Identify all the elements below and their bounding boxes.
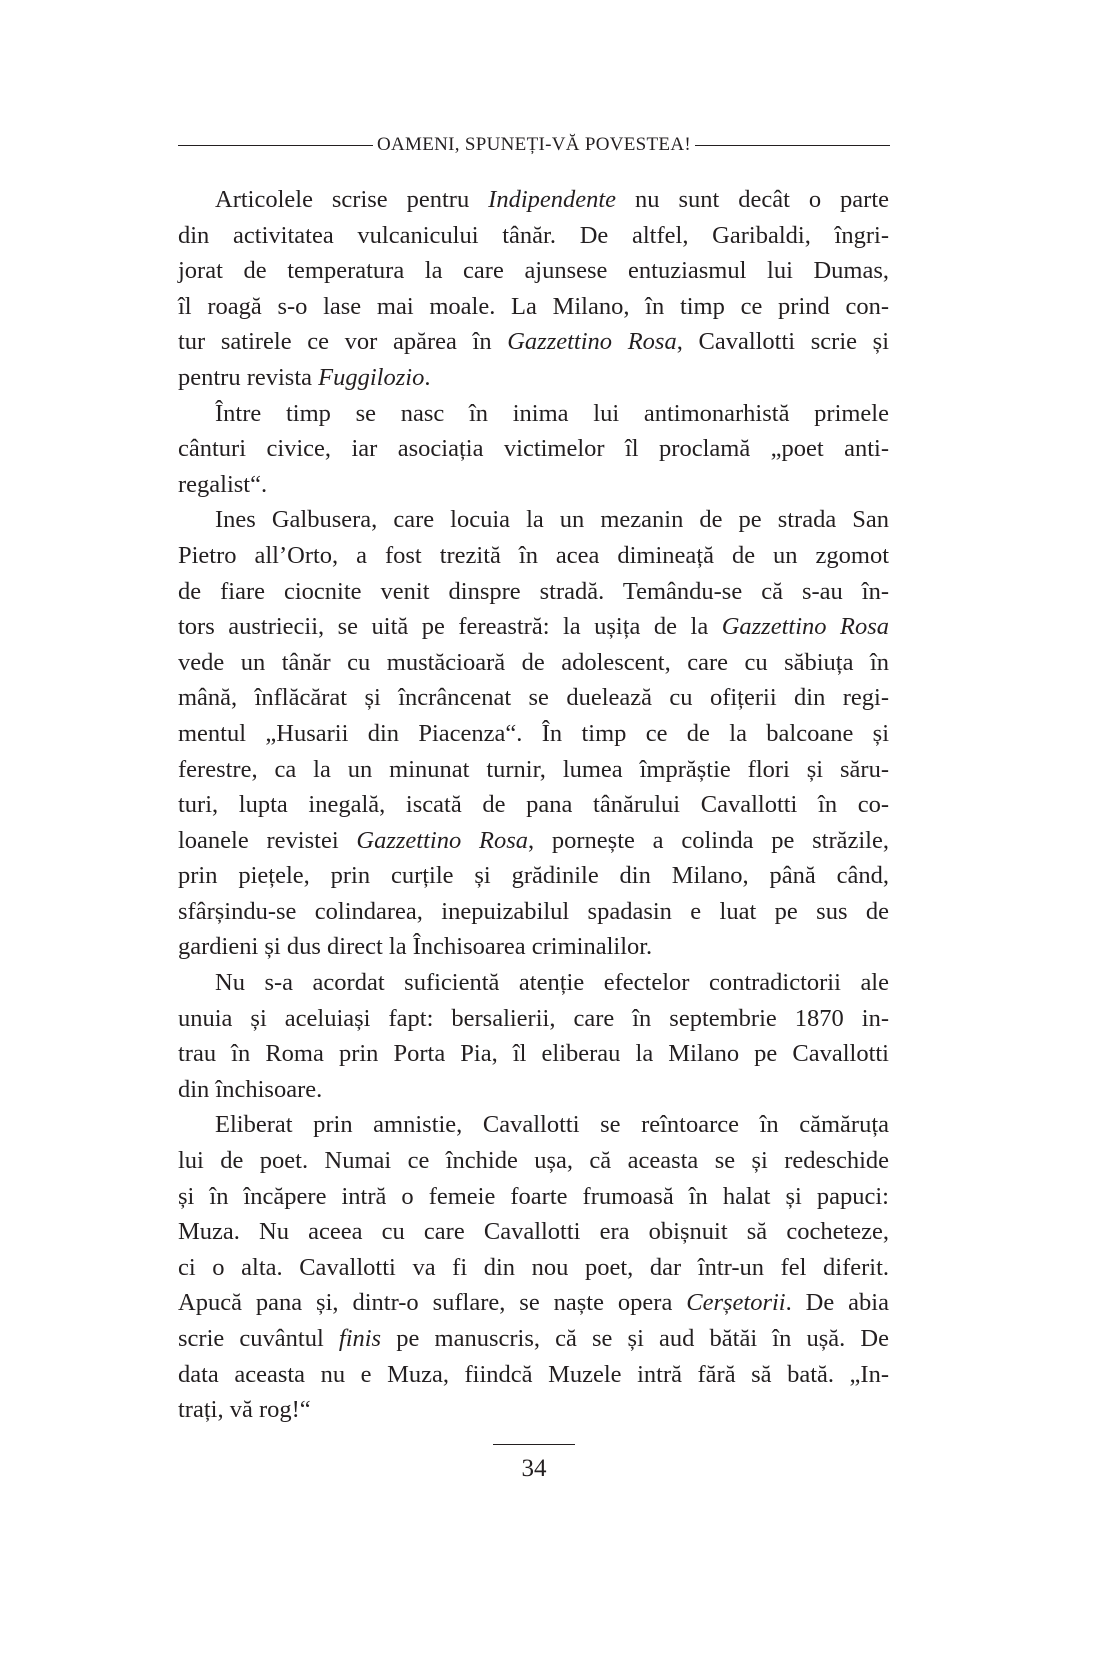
text-line <box>178 1001 889 1037</box>
italic-title: Gazzettino Rosa <box>507 328 677 356</box>
text-run: Eliberat prin amnistie, Cavallotti se reîntoarce în cămăruța <box>215 1111 889 1139</box>
text-line <box>178 1214 889 1250</box>
text-line <box>178 1179 889 1215</box>
running-head-rule-left <box>178 145 373 146</box>
text-run: lui de poet. Numai ce închide ușa, că aceasta se și redeschide <box>178 1147 889 1175</box>
text-run: , pornește a colinda pe străzile, <box>528 826 889 854</box>
text-run: . De abia <box>785 1289 889 1317</box>
text-run: trați, vă rog!“ <box>178 1396 311 1424</box>
italic-title: Cerșetorii <box>686 1289 786 1317</box>
text-run: Nu s-a acordat suficientă atenție efectelor contradictorii ale <box>215 969 889 997</box>
text-line <box>178 218 889 254</box>
paragraph-first-line <box>178 965 889 1001</box>
text-line <box>178 752 889 788</box>
running-head-title: OAMENI, SPUNEȚI-VĂ POVESTEA! <box>377 134 691 155</box>
text-run: trau în Roma prin Porta Pia, îl eliberau la Milano pe Cavallotti <box>178 1040 889 1068</box>
text-line <box>178 467 889 503</box>
page-number-rule <box>493 1444 575 1445</box>
text-line <box>178 1250 889 1286</box>
text-run: pentru revista <box>178 363 319 391</box>
text-run: nu sunt decât o parte <box>616 186 889 213</box>
text-run: mentul „Husarii din Piacenza“. În timp ce de la balcoane și <box>178 719 889 747</box>
running-head-rule-right <box>695 145 890 146</box>
text-run: de fiare ciocnite venit dinspre stradă. Temându-se că s-au în- <box>178 577 889 605</box>
paragraph-first-line <box>178 396 889 432</box>
text-run: loanele revistei <box>178 826 357 854</box>
running-head <box>178 130 890 160</box>
text-line <box>178 1285 889 1321</box>
text-run: pe manuscris, că se și aud bătăi în ușă. De <box>381 1325 889 1352</box>
text-line <box>178 787 889 823</box>
text-line <box>178 324 889 360</box>
italic-title: Fuggilozio <box>318 363 425 391</box>
text-run: , Cavallotti scrie și <box>676 328 889 356</box>
text-run: prin piețele, prin curțile și grădinile din Milano, până când, <box>178 862 889 890</box>
text-line <box>178 894 889 930</box>
body-text <box>178 182 889 1428</box>
text-run: data aceasta nu e Muza, fiindcă Muzele intră fără să bată. „In- <box>178 1360 889 1388</box>
text-run: turi, lupta inegală, iscată de pana tânărului Cavallotti în co- <box>178 791 889 819</box>
text-line <box>178 360 889 396</box>
text-run: jorat de temperatura la care ajunsese entuziasmul lui Dumas, <box>178 257 889 285</box>
paragraph-first-line <box>178 502 889 538</box>
text-line <box>178 645 889 681</box>
italic-title: Gazzettino Rosa <box>721 613 889 641</box>
text-line <box>178 680 889 716</box>
text-run: sfârșindu-se colindarea, inepuizabilul spadasin e luat pe sus de <box>178 897 889 925</box>
text-line <box>178 431 889 467</box>
text-line <box>178 858 889 894</box>
text-run: . <box>424 363 431 391</box>
text-run: Muza. Nu aceea cu care Cavallotti era obișnuit să cocheteze, <box>178 1218 889 1246</box>
text-line <box>178 253 889 289</box>
text-line <box>178 538 889 574</box>
text-line <box>178 1321 889 1357</box>
text-run: mână, înflăcărat și încrâncenat se duelează cu ofițerii din regi- <box>178 684 889 712</box>
italic-title: Gazzettino Rosa <box>356 826 528 854</box>
text-run: și în încăpere intră o femeie foarte frumoasă în halat și papuci: <box>178 1182 889 1210</box>
text-run: tors austriecii, se uită pe fereastră: la ușița de la <box>178 613 722 641</box>
text-run: Articolele scrise pentru <box>215 186 489 213</box>
text-line <box>178 1392 889 1428</box>
text-line <box>178 716 889 752</box>
text-run: ferestre, ca la un minunat turnir, lumea împrăștie flori și săru- <box>178 755 889 783</box>
text-run: cânturi civice, iar asociația victimelor îl proclamă „poet anti- <box>178 435 889 463</box>
text-run: ci o alta. Cavallotti va fi din nou poet, dar într-un fel diferit. <box>178 1253 889 1281</box>
text-run: unuia și aceluiași fapt: bersalierii, care în septembrie 1870 in- <box>178 1004 889 1032</box>
text-run: regalist“. <box>178 470 268 498</box>
page-number: 34 <box>521 1455 547 1482</box>
text-run: gardieni și dus direct la Închisoarea criminalilor. <box>178 933 653 961</box>
text-line <box>178 1357 889 1393</box>
italic-title: finis <box>338 1325 382 1352</box>
text-run: Apucă pana și, dintr-o suflare, se naște opera <box>178 1289 687 1317</box>
italic-title: Indipendente <box>488 186 617 213</box>
text-line <box>178 929 889 965</box>
text-run: Între timp se nasc în inima lui antimonarhistă primele <box>215 399 889 427</box>
paragraph-first-line <box>178 182 889 218</box>
paragraph-first-line <box>178 1107 889 1143</box>
text-line <box>178 574 889 610</box>
text-run: îl roagă s-o lase mai moale. La Milano, în timp ce prind con- <box>178 292 889 320</box>
text-run: scrie cuvântul <box>178 1325 339 1352</box>
text-run: din activitatea vulcanicului tânăr. De altfel, Garibaldi, îngri- <box>178 221 889 249</box>
text-run: Pietro all’Orto, a fost trezită în acea dimineață de un zgomot <box>178 541 889 569</box>
text-line <box>178 1036 889 1072</box>
text-run: Ines Galbusera, care locuia la un mezanin de pe strada San <box>215 506 889 534</box>
text-line <box>178 1072 889 1108</box>
text-line <box>178 609 889 645</box>
text-run: din închisoare. <box>178 1075 323 1103</box>
text-line <box>178 1143 889 1179</box>
text-line <box>178 289 889 325</box>
text-line <box>178 823 889 859</box>
text-run: vede un tânăr cu mustăcioară de adolescent, care cu săbiuța în <box>178 648 889 676</box>
text-run: tur satirele ce vor apărea în <box>178 328 508 356</box>
